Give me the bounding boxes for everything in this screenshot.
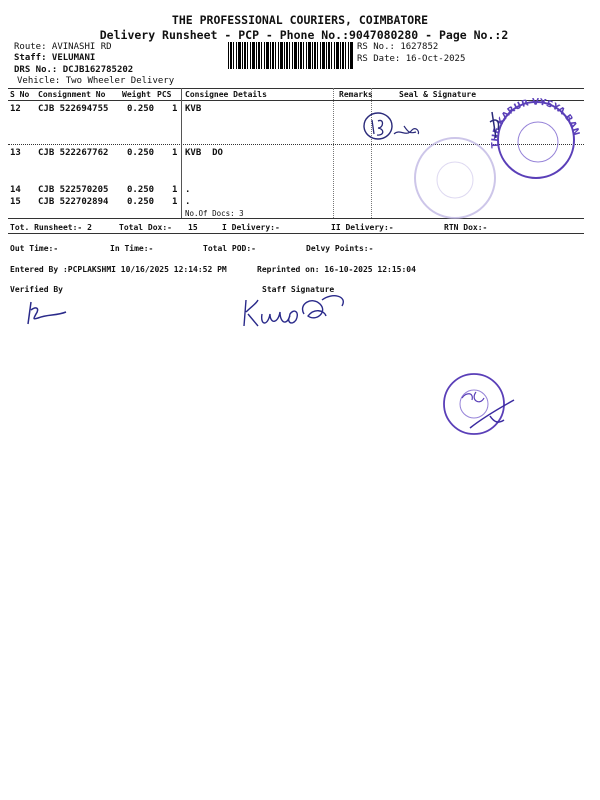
rtn-dox: RTN Dox:-	[444, 223, 488, 232]
kvb-bank-stamp	[482, 93, 586, 170]
row-pcs: 1	[172, 197, 178, 207]
vehicle-label: Vehicle: Two Wheeler Delivery	[17, 76, 175, 86]
row-pcs: 1	[172, 148, 178, 158]
row-consignee: .	[185, 197, 191, 207]
column-divider	[333, 88, 334, 218]
route-label: Route: AVINASHI RD	[14, 42, 112, 52]
row-consignment: CJB 522267762	[38, 148, 109, 158]
total-dox-value: 15	[188, 223, 198, 232]
verifier-signature	[22, 298, 72, 330]
staff-label: Staff: VELUMANI	[14, 53, 96, 63]
i-delivery: I Delivery:-	[222, 223, 280, 232]
col-header-seal: Seal & Signature	[399, 90, 477, 99]
col-header-sno: S No	[10, 90, 30, 99]
row-weight: 0.250	[127, 104, 155, 114]
in-time: In Time:-	[110, 244, 154, 253]
ii-delivery: II Delivery:-	[331, 223, 394, 232]
col-header-weight: Weight	[122, 90, 151, 99]
row-consignee: KVB	[185, 104, 202, 114]
col-header-consignment: Consignment No	[38, 90, 106, 99]
reprinted-on: Reprinted on: 16-10-2025 12:15:04	[257, 265, 416, 274]
row-consignment: CJB 522694755	[38, 104, 109, 114]
row-pcs: 1	[172, 185, 178, 195]
row-sno: 13	[10, 148, 21, 158]
bottom-stamp	[440, 370, 520, 440]
table-top-rule	[8, 88, 584, 89]
row-consignment: CJB 522570205	[38, 185, 109, 195]
company-title: THE PROFESSIONAL COURIERS, COIMBATORE	[171, 13, 429, 27]
staff-signature	[238, 286, 358, 334]
total-dox-label: Total Dox:-	[119, 223, 172, 232]
row-consignment: CJB 522702894	[38, 197, 109, 207]
runsheet-subtitle: Delivery Runsheet - PCP - Phone No.:9047080280 - Page No.:2	[99, 28, 509, 42]
row-consignee: KVB DO	[185, 148, 223, 158]
drs-number: DRS No.: DCJB162785202	[14, 65, 134, 75]
entered-by: Entered By :PCPLAKSHMI 10/16/2025 12:14:52 PM	[10, 265, 227, 274]
totals-rule	[8, 233, 584, 234]
out-time: Out Time:-	[10, 244, 59, 253]
col-header-remarks: Remarks	[339, 90, 373, 99]
row-weight: 0.250	[127, 185, 155, 195]
row-pcs: 1	[172, 104, 178, 114]
column-divider	[181, 88, 182, 218]
row-consignee: .	[185, 185, 191, 195]
delvy-points: Delvy Points:-	[306, 244, 374, 253]
verified-by-label: Verified By	[10, 285, 63, 294]
rs-date: RS Date: 16-Oct-2025	[357, 54, 466, 64]
tot-runsheet: Tot. Runsheet:- 2	[10, 223, 92, 232]
faded-stamp	[410, 148, 500, 208]
staff-signature-label: Staff Signature	[262, 285, 335, 294]
row-weight: 0.250	[127, 148, 155, 158]
col-header-pcs: PCS	[157, 90, 172, 99]
row-sno: 15	[10, 197, 21, 207]
row-weight: 0.250	[127, 197, 155, 207]
rs-number: RS No.: 1627852	[357, 42, 439, 52]
total-pod: Total POD:-	[203, 244, 256, 253]
barcode-image	[228, 42, 353, 69]
row-sno: 14	[10, 185, 21, 195]
table-bottom-rule	[8, 218, 584, 219]
row-sno: 12	[10, 104, 21, 114]
col-header-consignee: Consignee Details	[185, 90, 267, 99]
no-of-docs: No.Of Docs: 3	[185, 209, 244, 218]
kvb-stamp-text: THE KARUR VYSYA BANK	[482, 93, 581, 149]
signature-mark	[360, 108, 440, 148]
